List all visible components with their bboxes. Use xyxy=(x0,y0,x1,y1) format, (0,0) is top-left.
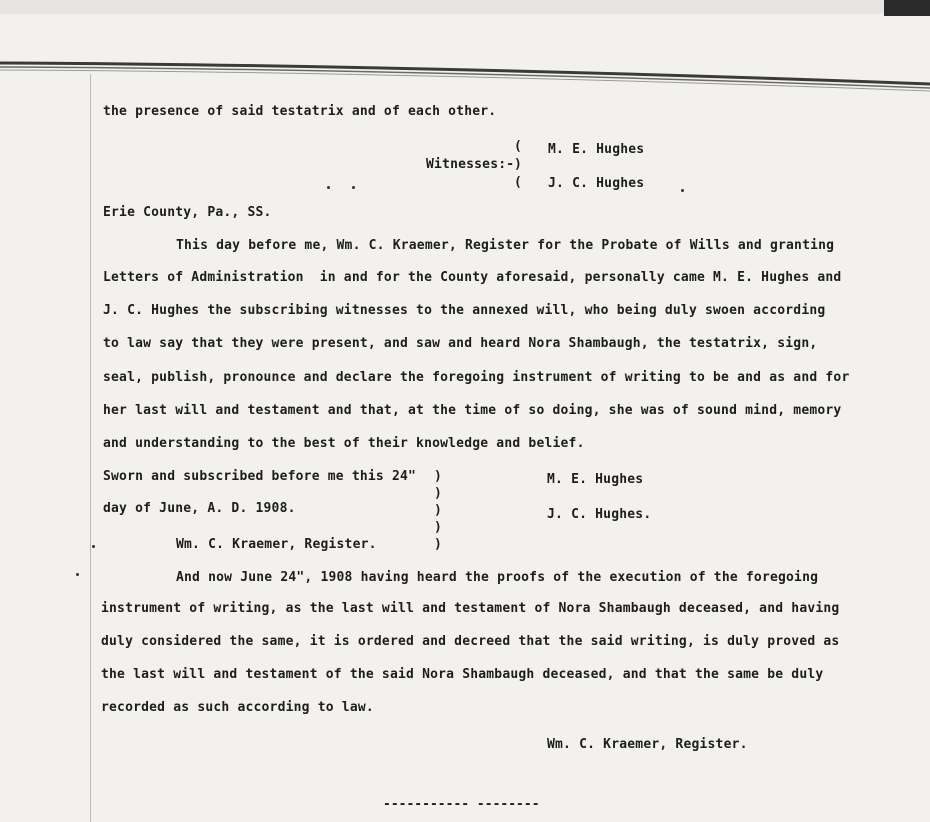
county-line: Erie County, Pa., SS. xyxy=(103,205,272,220)
witness-1: M. E. Hughes xyxy=(548,142,645,157)
witness-bracket-mid: ) xyxy=(514,157,522,172)
left-margin-rule xyxy=(90,74,91,822)
para2-line4: the last will and testament of the said Nora Shambaugh deceased, and that the same be duly xyxy=(101,667,824,682)
ink-speck xyxy=(327,186,330,189)
sworn-bracket-2: ) xyxy=(434,486,442,501)
signature-1: M. E. Hughes xyxy=(547,472,644,487)
para2-line2: instrument of writing, as the last will and testament of Nora Shambaugh deceased, and having xyxy=(101,601,840,616)
ink-speck xyxy=(76,573,79,576)
witness-2: J. C. Hughes xyxy=(548,176,645,191)
witness-bracket-bottom: ( xyxy=(514,175,522,190)
witnesses-label: Witnesses:- xyxy=(426,157,515,172)
para1-line3: J. C. Hughes the subscribing witnesses to the annexed will, who being duly swoen according xyxy=(103,303,826,318)
ink-speck xyxy=(92,545,95,548)
para1-line1: This day before me, Wm. C. Kraemer, Register for the Probate of Wills and granting xyxy=(176,238,835,253)
para1-line4: to law say that they were present, and saw and heard Nora Shambaugh, the testatrix, sign, xyxy=(103,336,818,351)
sworn-bracket-5: ) xyxy=(434,537,442,552)
sworn-bracket-4: ) xyxy=(434,520,442,535)
para2-line1: And now June 24", 1908 having heard the proofs of the execution of the foregoing xyxy=(176,570,819,585)
scan-top-band xyxy=(0,0,930,14)
para2-line5: recorded as such according to law. xyxy=(101,700,374,715)
closing-register: Wm. C. Kraemer, Register. xyxy=(547,737,748,752)
scan-dark-corner xyxy=(884,0,930,16)
para1-line6: her last will and testament and that, at the time of so doing, she was of sound mind, memory xyxy=(103,403,842,418)
sworn-line1: Sworn and subscribed before me this 24" xyxy=(103,469,417,484)
para2-line3: duly considered the same, it is ordered and decreed that the said writing, is duly proved as xyxy=(101,634,840,649)
sworn-bracket-3: ) xyxy=(434,503,442,518)
ink-speck xyxy=(681,189,684,192)
closing-dashes: ----------- -------- xyxy=(383,797,540,812)
para1-line5: seal, publish, pronounce and declare the foregoing instrument of writing to be and as and for xyxy=(103,370,850,385)
para1-line7: and understanding to the best of their knowledge and belief. xyxy=(103,436,585,451)
sworn-line2: day of June, A. D. 1908. xyxy=(103,501,296,516)
sworn-register: Wm. C. Kraemer, Register. xyxy=(176,537,377,552)
para1-line2: Letters of Administration in and for the County aforesaid, personally came M. E. Hughes and xyxy=(103,270,842,285)
witness-bracket-top: ( xyxy=(514,139,522,154)
sworn-bracket-1: ) xyxy=(434,469,442,484)
line-presence: the presence of said testatrix and of each other. xyxy=(103,104,497,119)
ruled-header-line xyxy=(0,58,930,98)
signature-2: J. C. Hughes. xyxy=(547,507,652,522)
ink-speck xyxy=(352,186,355,189)
